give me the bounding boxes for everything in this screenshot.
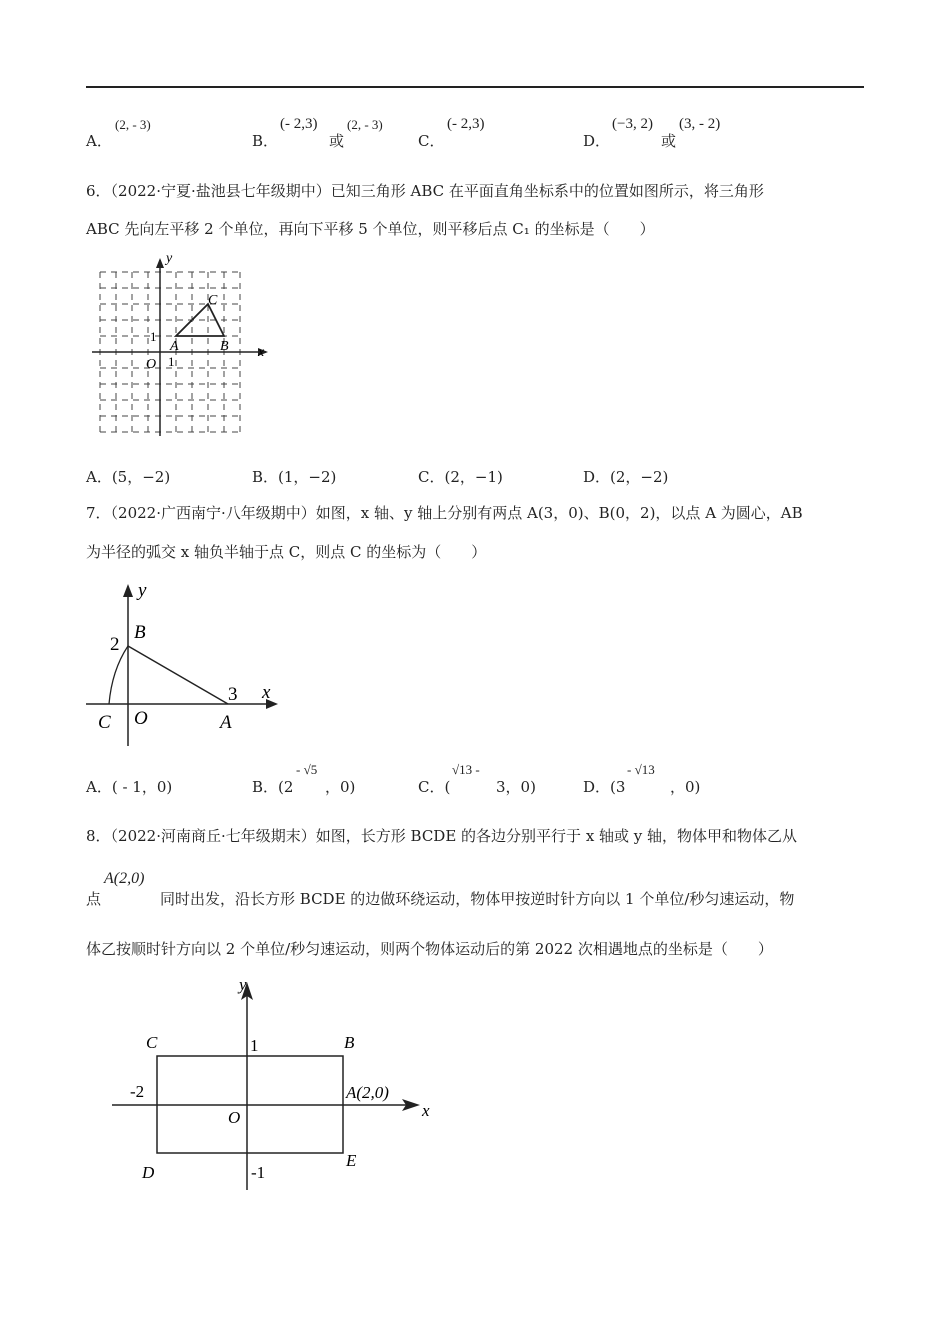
q7-option-b-pre: B．(2 <box>252 778 294 796</box>
q6-option-d: D．(2，−2) <box>583 468 669 486</box>
q7-option-c-sup: √13 - <box>452 762 480 777</box>
q8-label-neg1: -1 <box>251 1163 266 1182</box>
q7-label-three: 3 <box>228 684 238 705</box>
q7-text-line1: 7．（2022·广西南宁·八年级期中）如图，x 轴、y 轴上分别有两点 A(3，0)、B(0，2)，以点 A 为圆心，AB <box>86 504 803 522</box>
q5-option-a-value: (2, - 3) <box>115 117 151 132</box>
q8-label-neg2: -2 <box>130 1082 145 1101</box>
q6-label-x: x <box>258 345 265 360</box>
q7-option-d-sup: - √13 <box>627 762 655 777</box>
q6-option-c: C．(2，−1) <box>418 468 503 486</box>
q5-option-b-label: B． <box>252 132 279 150</box>
q7-figure <box>80 574 290 752</box>
q6-text-line1: 6．（2022·宁夏·盐池县七年级期中）已知三角形 ABC 在平面直角坐标系中的位置如图所示，将三角形 <box>86 182 764 200</box>
q8-label-x: x <box>422 1101 430 1120</box>
q6-label-one-x: 1 <box>168 354 175 369</box>
q7-label-a: A <box>220 712 232 733</box>
q7-y-arrow <box>123 584 133 597</box>
q7-segment-ab <box>128 646 228 704</box>
q8-label-c: C <box>146 1033 158 1052</box>
q7-label-y: y <box>138 580 147 601</box>
q6-label-one-y: 1 <box>150 329 157 344</box>
q7-option-b-sup: - √5 <box>296 762 318 777</box>
q8-label-a: A(2,0) <box>346 1083 389 1102</box>
q7-option-a: A．( - 1，0) <box>86 778 173 796</box>
q6-label-a: A <box>170 339 179 354</box>
q6-label-c: C <box>208 293 218 308</box>
q6-label-b: B <box>220 339 229 354</box>
q5-option-b-value1: (- 2,3) <box>280 116 318 132</box>
q7-label-x: x <box>262 682 271 703</box>
q5-option-d-or: 或 <box>661 132 677 150</box>
q6-figure <box>86 246 286 442</box>
q8-text-line1: 8．（2022·河南商丘·七年级期末）如图，长方形 BCDE 的各边分别平行于 x 轴或 y 轴，物体甲和物体乙从 <box>86 827 798 845</box>
q5-option-b-value2: (2, - 3) <box>347 117 383 132</box>
q7-text-line2: 为半径的弧交 x 轴负半轴于点 C，则点 C 的坐标为（ ） <box>86 543 487 561</box>
q5-option-d-value2: (3, - 2) <box>679 116 721 132</box>
q6-label-o: O <box>146 357 157 372</box>
q8-text-line2-sup: A(2,0) <box>104 870 145 887</box>
q7-option-d-post: ，0) <box>670 778 701 796</box>
q7-label-o: O <box>134 708 148 729</box>
q6-option-b: B．(1，−2) <box>252 468 337 486</box>
q8-figure <box>106 972 446 1194</box>
q8-label-y: y <box>239 975 247 994</box>
q5-option-c-value: (- 2,3) <box>447 116 485 132</box>
q7-label-b: B <box>134 622 146 643</box>
q8-text-line2-post: 同时出发，沿长方形 BCDE 的边做环绕运动，物体甲按逆时针方向以 1 个单位/秒匀速运动，物 <box>160 890 795 908</box>
q6-label-y: y <box>166 251 173 266</box>
q8-label-one: 1 <box>250 1036 259 1055</box>
q7-option-c-pre: C．( <box>418 778 451 796</box>
header-rule <box>86 86 864 88</box>
q7-option-c-post: 3，0) <box>496 778 536 796</box>
q5-option-c-label: C． <box>418 132 445 150</box>
q7-label-two: 2 <box>110 634 120 655</box>
q5-option-d-value1: (−3, 2) <box>612 116 653 132</box>
q6-option-a: A．(5，−2) <box>86 468 171 486</box>
q6-text-line2: ABC 先向左平移 2 个单位，再向下平移 5 个单位，则平移后点 C₁ 的坐标是（ ） <box>86 220 655 238</box>
q6-y-arrow <box>156 258 164 268</box>
q7-label-c: C <box>98 712 111 733</box>
q8-label-e: E <box>346 1151 357 1170</box>
q5-option-b-or: 或 <box>329 132 345 150</box>
q8-label-d: D <box>142 1163 155 1182</box>
q8-text-line3: 体乙按顺时针方向以 2 个单位/秒匀速运动，则两个物体运动后的第 2022 次相遇地点的坐标是（ ） <box>86 940 773 958</box>
q8-text-line2-pre: 点 <box>86 890 102 908</box>
q7-option-d-pre: D．(3 <box>583 778 626 796</box>
q5-option-d-label: D． <box>583 132 611 150</box>
q7-option-b-post: ，0) <box>325 778 356 796</box>
q8-label-b: B <box>344 1033 355 1052</box>
q5-option-a-label: A． <box>86 132 112 150</box>
q8-label-o: O <box>228 1108 241 1127</box>
